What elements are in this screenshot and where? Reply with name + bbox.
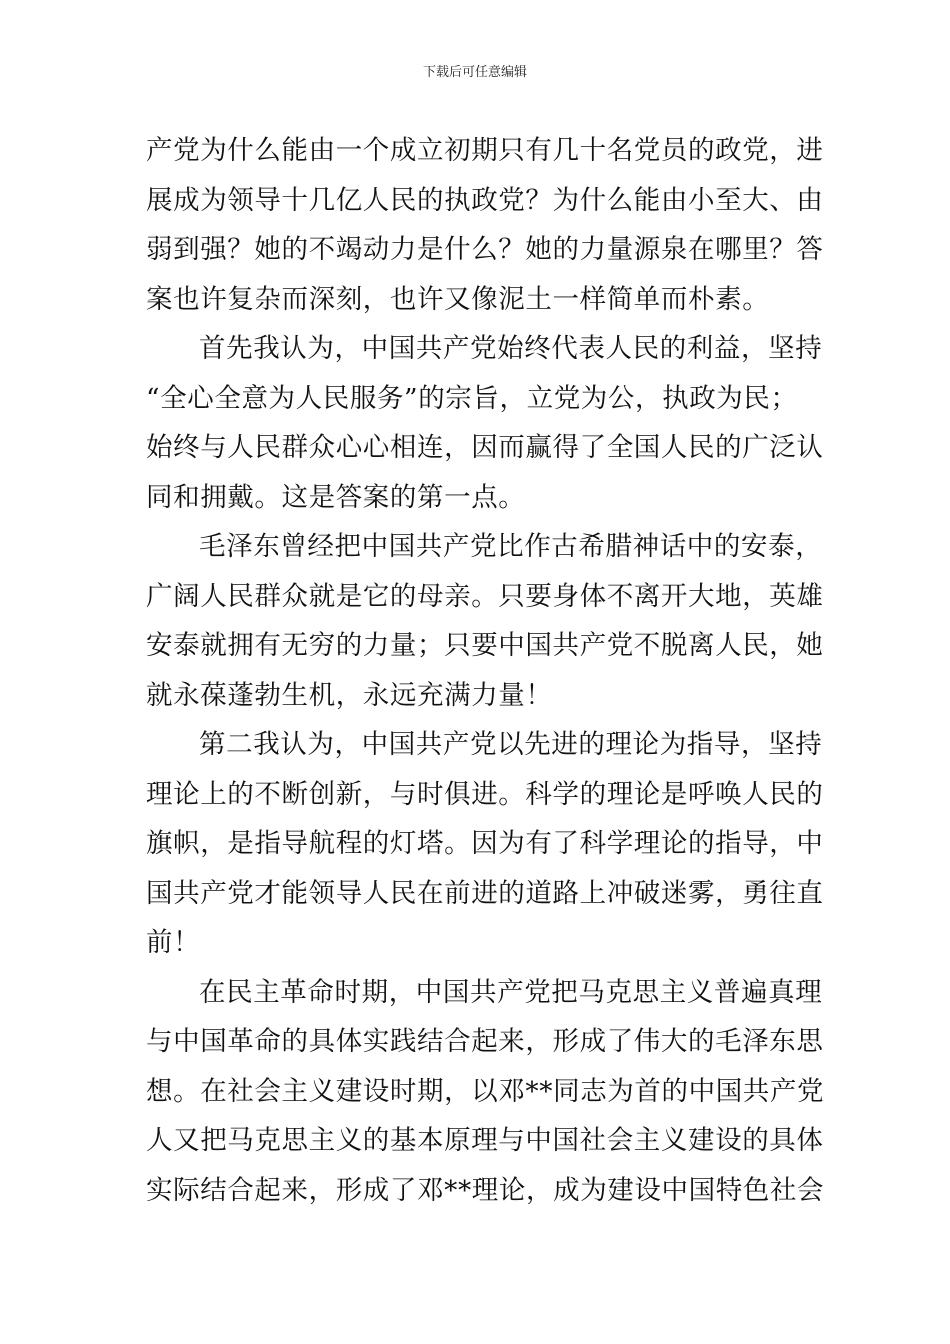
- paragraph-3: [146, 522, 824, 720]
- text-line: 就永葆蓬勃生机，永远充满力量！: [146, 679, 553, 711]
- text-line: 与中国革命的具体实践结合起来，形成了伟大的毛泽东思: [146, 1026, 824, 1057]
- paragraph-5: [146, 968, 825, 1216]
- text-line: 第二我认为，中国共产党以先进的理论为指导，坚持: [199, 729, 823, 760]
- text-line: 前！: [146, 927, 201, 958]
- text-line: 实际结合起来，形成了邓**理论，成为建设中国特色社会: [146, 1174, 825, 1206]
- paragraph-1: [146, 126, 824, 324]
- text-line: 旗帜，是指导航程的灯塔。因为有了科学理论的指导，中: [146, 828, 824, 859]
- paragraph-4: [146, 720, 824, 968]
- text-line: 想。在社会主义建设时期，以邓**同志为首的中国共产党: [146, 1075, 825, 1107]
- text-line: 产党为什么能由一个成立初期只有几十名党员的政党，进: [146, 135, 824, 166]
- text-line: 安泰就拥有无穷的力量；只要中国共产党不脱离人民，她: [146, 630, 824, 661]
- text-line: 首先我认为，中国共产党始终代表人民的利益，坚持: [199, 333, 823, 364]
- text-line: 案也许复杂而深刻，也许又像泥土一样简单而朴素。: [146, 283, 770, 315]
- document-body: [146, 126, 825, 1215]
- page-header: 下载后可任意编辑: [422, 65, 527, 80]
- text-line: 国共产党才能领导人民在前进的道路上冲破迷雾，勇往直: [146, 877, 824, 909]
- text-line: “全心全意为人民服务”的宗旨，立党为公，执政为民；: [146, 382, 798, 414]
- text-line: 理论上的不断创新，与时俱进。科学的理论是呼唤人民的: [146, 778, 824, 810]
- text-line: 人又把马克思主义的基本原理与中国社会主义建设的具体: [146, 1125, 824, 1156]
- text-line: 弱到强？她的不竭动力是什么？她的力量源泉在哪里？答: [146, 234, 824, 265]
- text-line: 在民主革命时期，中国共产党把马克思主义普遍真理: [199, 976, 823, 1008]
- text-line: 毛泽东曾经把中国共产党比作古希腊神话中的安泰，: [199, 531, 823, 562]
- text-line: 广阔人民群众就是它的母亲。只要身体不离开大地，英雄: [146, 580, 824, 612]
- text-line: 展成为领导十几亿人民的执政党？为什么能由小至大、由: [146, 184, 824, 216]
- text-line: 始终与人民群众心心相连，因而赢得了全国人民的广泛认: [146, 432, 824, 463]
- text-line: 同和拥戴。这是答案的第一点。: [146, 481, 526, 513]
- paragraph-2: [146, 324, 824, 522]
